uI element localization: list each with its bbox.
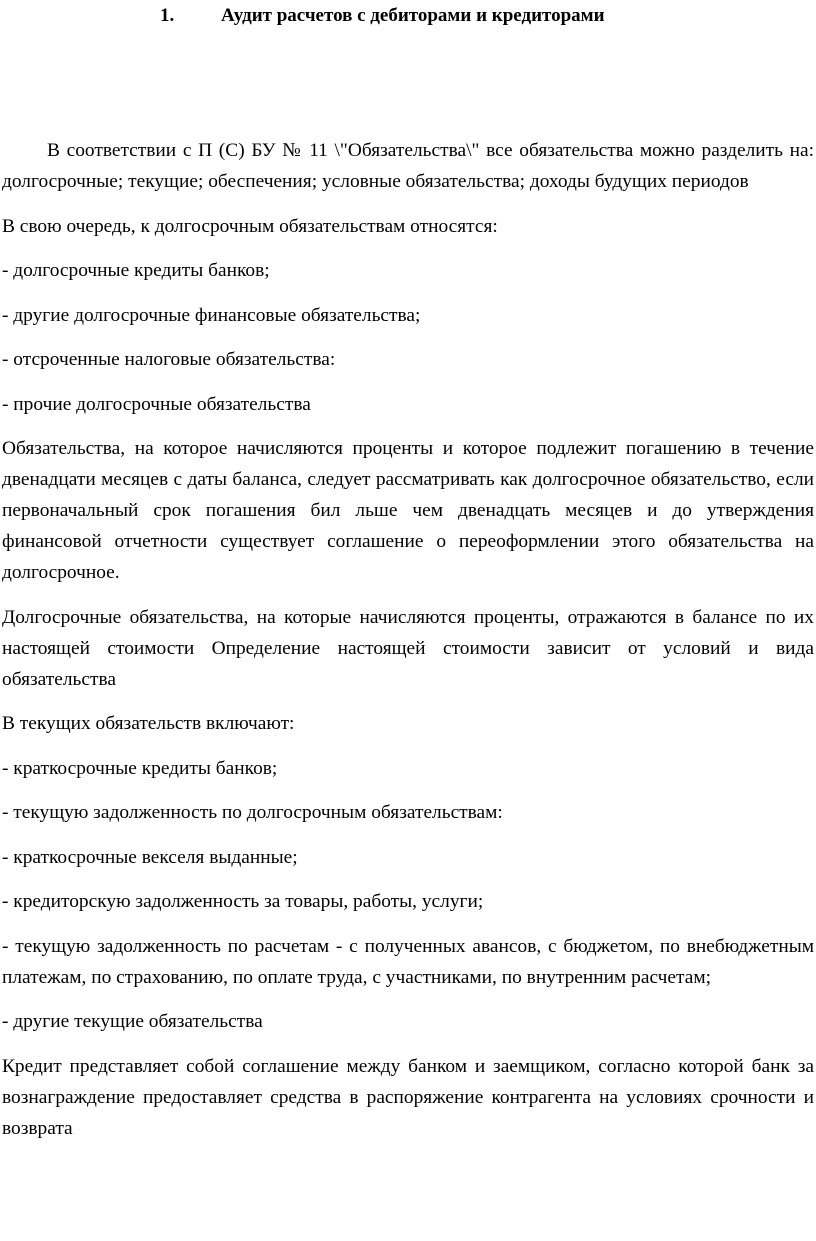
long-term-intro: В свою очередь, к долгосрочным обязательствам относятся: <box>2 215 498 237</box>
list-item: - текущую задолженность по долгосрочным обязательствам: <box>2 802 503 823</box>
list-item: - долгосрочные кредиты банков; <box>2 260 270 281</box>
list-item: - краткосрочные векселя выданные; <box>2 846 298 868</box>
list-item: - краткосрочные кредиты банков; <box>2 757 278 779</box>
list-item: - отсроченные налоговые обязательства: <box>2 349 336 370</box>
section-title: Аудит расчетов с дебиторами и кредиторами <box>221 5 605 26</box>
list-item: - другие текущие обязательства <box>2 1011 263 1032</box>
paragraph: Долгосрочные обязательства, на которые начисляются проценты, отражаются в балансе по их настоящей стоимости Определение настоящей стоимости зависит от условий и вида обязательства <box>2 606 814 690</box>
list-item: - текущую задолженность по расчетам - с полученных авансов, с бюджетом, по внебюджетным платежам, по страхованию, по оплате труда, с участниками, по внутренним расчетам; <box>2 935 814 988</box>
paragraph: Обязательства, на которое начисляются проценты и которое подлежит погашению в течение двенадцати месяцев с даты баланса, следует рассматривать как долгосрочное обязательство, если первоначальный срок погашения бил льше чем двенадцать месяцев и до утверждения финансовой отчетности существует соглашение о переоформлении этого обязательства на долгосрочное. <box>2 438 814 583</box>
list-item: - другие долгосрочные финансовые обязательства; <box>2 304 421 326</box>
section-number: 1. <box>160 5 175 26</box>
list-item: - прочие долгосрочные обязательства <box>2 393 311 415</box>
current-liabilities-intro: В текущих обязательств включают: <box>2 713 295 734</box>
list-item: - кредиторскую задолженность за товары, работы, услуги; <box>2 891 484 912</box>
document-body <box>2 135 814 1157</box>
paragraph: Кредит представляет собой соглашение между банком и заемщиком, согласно которой банк за вознаграждение предоставляет средства в распоряжение контрагента на условиях срочности и возврата <box>2 1055 814 1139</box>
intro-paragraph: В соответствии с П (С) БУ № 11 \"Обязательства\" все обязательства можно разделить на: долгосрочные; текущие; обеспечения; условные обязательства; доходы будущих периодов <box>2 140 814 192</box>
